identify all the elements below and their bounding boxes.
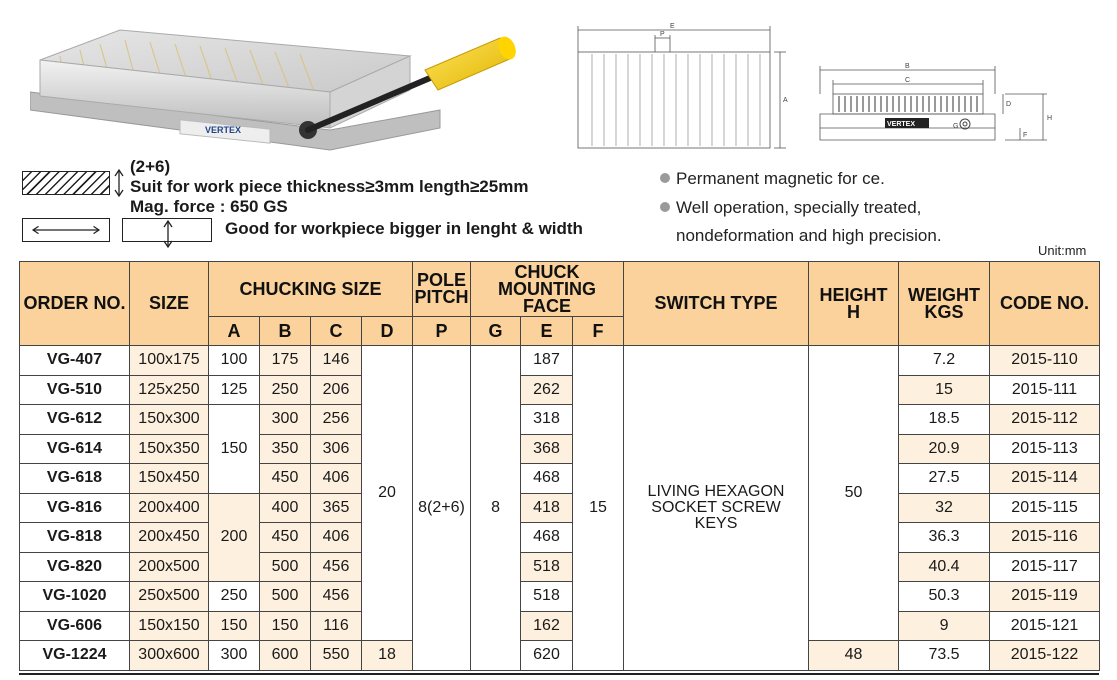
header-e: E xyxy=(521,317,573,346)
cell-order: VG-614 xyxy=(20,434,130,464)
cell-c: 406 xyxy=(311,464,362,494)
cell-a-merged: 200 xyxy=(209,493,260,582)
cell-code: 2015-122 xyxy=(990,641,1100,671)
header-pole-pitch: POLE PITCH xyxy=(413,262,471,317)
table-row xyxy=(20,523,1100,553)
dim-p-label: P xyxy=(660,31,665,38)
cell-c: 406 xyxy=(311,523,362,553)
cell-order: VG-820 xyxy=(20,552,130,582)
dim-b-label: B xyxy=(905,63,910,70)
feature-item xyxy=(660,198,921,218)
cell-size: 300x600 xyxy=(130,641,209,671)
cell-b: 450 xyxy=(260,464,311,494)
cell-c: 256 xyxy=(311,405,362,435)
header-c: C xyxy=(311,317,362,346)
cell-code: 2015-117 xyxy=(990,552,1100,582)
dim-a-label: A xyxy=(783,97,788,104)
cell-code: 2015-115 xyxy=(990,493,1100,523)
cell-code: 2015-112 xyxy=(990,405,1100,435)
header-chucking-size: CHUCKING SIZE xyxy=(209,262,413,317)
bullet-icon xyxy=(660,202,670,212)
header-d: D xyxy=(362,317,413,346)
cell-height: 48 xyxy=(809,641,899,671)
legend-pole-spec: (2+6) xyxy=(130,157,171,176)
cell-e: 318 xyxy=(521,405,573,435)
cell-size: 125x250 xyxy=(130,375,209,405)
cell-weight: 15 xyxy=(899,375,990,405)
cell-c: 550 xyxy=(311,641,362,671)
cell-b: 400 xyxy=(260,493,311,523)
cell-c: 365 xyxy=(311,493,362,523)
cell-weight: 36.3 xyxy=(899,523,990,553)
legend-good-for: Good for workpiece bigger in lenght & width xyxy=(225,219,583,238)
cell-b: 150 xyxy=(260,611,311,641)
table-row xyxy=(20,493,1100,523)
cell-weight: 50.3 xyxy=(899,582,990,612)
table-row xyxy=(20,375,1100,405)
cell-code: 2015-121 xyxy=(990,611,1100,641)
cell-e: 468 xyxy=(521,464,573,494)
cell-b: 500 xyxy=(260,552,311,582)
cell-size: 200x500 xyxy=(130,552,209,582)
cell-d: 18 xyxy=(362,641,413,671)
header-code-no: CODE NO. xyxy=(990,262,1100,346)
cell-c: 116 xyxy=(311,611,362,641)
cell-code: 2015-111 xyxy=(990,375,1100,405)
cell-c: 456 xyxy=(311,552,362,582)
cell-b: 600 xyxy=(260,641,311,671)
header-weight: WEIGHT KGS xyxy=(899,262,990,346)
bullet-icon xyxy=(660,173,670,183)
cell-order: VG-818 xyxy=(20,523,130,553)
unit-label: Unit:mm xyxy=(1038,243,1087,258)
cell-e: 518 xyxy=(521,582,573,612)
cell-e: 518 xyxy=(521,552,573,582)
cell-size: 150x450 xyxy=(130,464,209,494)
cell-f-merged: 15 xyxy=(573,346,624,671)
cell-c: 456 xyxy=(311,582,362,612)
cell-b: 450 xyxy=(260,523,311,553)
cell-a-merged: 150 xyxy=(209,405,260,494)
cell-e: 162 xyxy=(521,611,573,641)
header-order-no: ORDER NO. xyxy=(20,262,130,346)
dim-c-label: C xyxy=(905,77,911,84)
product-brand-label: VERTEX xyxy=(205,125,242,135)
dim-f-label: F xyxy=(1023,132,1028,139)
cell-size: 150x300 xyxy=(130,405,209,435)
legend-workpiece-spec: Suit for work piece thickness≥3mm length≥25mm xyxy=(130,177,529,196)
cell-order: VG-510 xyxy=(20,375,130,405)
table-row xyxy=(20,434,1100,464)
feature-item-continued: nondeformation and high precision. xyxy=(676,226,942,245)
side-view-drawing xyxy=(815,58,1070,158)
cell-order: VG-618 xyxy=(20,464,130,494)
bottom-rule xyxy=(19,673,1099,675)
cell-code: 2015-114 xyxy=(990,464,1100,494)
cell-size: 150x350 xyxy=(130,434,209,464)
cell-size: 250x500 xyxy=(130,582,209,612)
legend-mag-force: Mag. force : 650 GS xyxy=(130,197,288,216)
cell-e: 368 xyxy=(521,434,573,464)
cell-e: 187 xyxy=(521,346,573,376)
thickness-arrow-icon xyxy=(113,168,125,198)
header-a: A xyxy=(209,317,260,346)
cell-size: 150x150 xyxy=(130,611,209,641)
spec-table xyxy=(19,261,1100,671)
cell-c: 206 xyxy=(311,375,362,405)
cell-order: VG-1224 xyxy=(20,641,130,671)
header-switch-type: SWITCH TYPE xyxy=(624,262,809,346)
cell-weight: 40.4 xyxy=(899,552,990,582)
cell-e: 418 xyxy=(521,493,573,523)
cell-b: 350 xyxy=(260,434,311,464)
cell-size: 200x450 xyxy=(130,523,209,553)
feature-text: Permanent magnetic for ce. xyxy=(676,169,885,188)
cell-weight: 7.2 xyxy=(899,346,990,376)
product-photo xyxy=(30,18,550,158)
cell-a: 150 xyxy=(209,611,260,641)
cell-d-merged: 20 xyxy=(362,346,413,641)
height-arrow-icon xyxy=(162,219,174,249)
cell-order: VG-606 xyxy=(20,611,130,641)
cell-b: 175 xyxy=(260,346,311,376)
dim-e-label: E xyxy=(670,23,675,30)
cell-size: 200x400 xyxy=(130,493,209,523)
header-chuck-mounting-face: CHUCK MOUNTING FACE xyxy=(471,262,624,317)
cell-c: 146 xyxy=(311,346,362,376)
cell-order: VG-407 xyxy=(20,346,130,376)
cell-code: 2015-113 xyxy=(990,434,1100,464)
feature-item xyxy=(660,169,885,189)
cell-order: VG-1020 xyxy=(20,582,130,612)
cell-weight: 20.9 xyxy=(899,434,990,464)
cell-b: 500 xyxy=(260,582,311,612)
header-b: B xyxy=(260,317,311,346)
feature-text: Well operation, specially treated, xyxy=(676,198,922,217)
cell-e: 468 xyxy=(521,523,573,553)
dim-g-label: G xyxy=(953,123,959,130)
cell-e: 620 xyxy=(521,641,573,671)
cell-b: 250 xyxy=(260,375,311,405)
cell-a: 100 xyxy=(209,346,260,376)
cell-a: 250 xyxy=(209,582,260,612)
cell-weight: 9 xyxy=(899,611,990,641)
table-row xyxy=(20,552,1100,582)
header-f: F xyxy=(573,317,624,346)
table-row xyxy=(20,611,1100,641)
dim-d-label: D xyxy=(1006,101,1012,108)
cell-order: VG-816 xyxy=(20,493,130,523)
cell-weight: 27.5 xyxy=(899,464,990,494)
cell-code: 2015-110 xyxy=(990,346,1100,376)
cell-e: 262 xyxy=(521,375,573,405)
table-row xyxy=(20,405,1100,435)
cell-size: 100x175 xyxy=(130,346,209,376)
length-width-arrow-icon xyxy=(22,218,110,242)
header-height: HEIGHT H xyxy=(809,262,899,346)
table-row xyxy=(20,464,1100,494)
header-g: G xyxy=(471,317,521,346)
cell-b: 300 xyxy=(260,405,311,435)
cell-weight: 18.5 xyxy=(899,405,990,435)
table-row xyxy=(20,641,1100,671)
cell-code: 2015-119 xyxy=(990,582,1100,612)
header-p: P xyxy=(413,317,471,346)
cell-g-merged: 8 xyxy=(471,346,521,671)
cell-order: VG-612 xyxy=(20,405,130,435)
cell-a: 300 xyxy=(209,641,260,671)
cell-c: 306 xyxy=(311,434,362,464)
hatched-pole-icon xyxy=(22,171,110,195)
header-size: SIZE xyxy=(130,262,209,346)
cell-a: 125 xyxy=(209,375,260,405)
dim-h-label: H xyxy=(1047,115,1053,122)
table-row xyxy=(20,346,1100,376)
cell-p-merged: 8(2+6) xyxy=(413,346,471,671)
cell-weight: 73.5 xyxy=(899,641,990,671)
side-brand-label: VERTEX xyxy=(887,121,916,128)
table-row xyxy=(20,582,1100,612)
cell-switch-type-merged: LIVING HEXAGON SOCKET SCREW KEYS xyxy=(624,346,809,671)
cell-code: 2015-116 xyxy=(990,523,1100,553)
cell-weight: 32 xyxy=(899,493,990,523)
top-view-drawing xyxy=(570,18,800,158)
cell-height-merged: 50 xyxy=(809,346,899,641)
